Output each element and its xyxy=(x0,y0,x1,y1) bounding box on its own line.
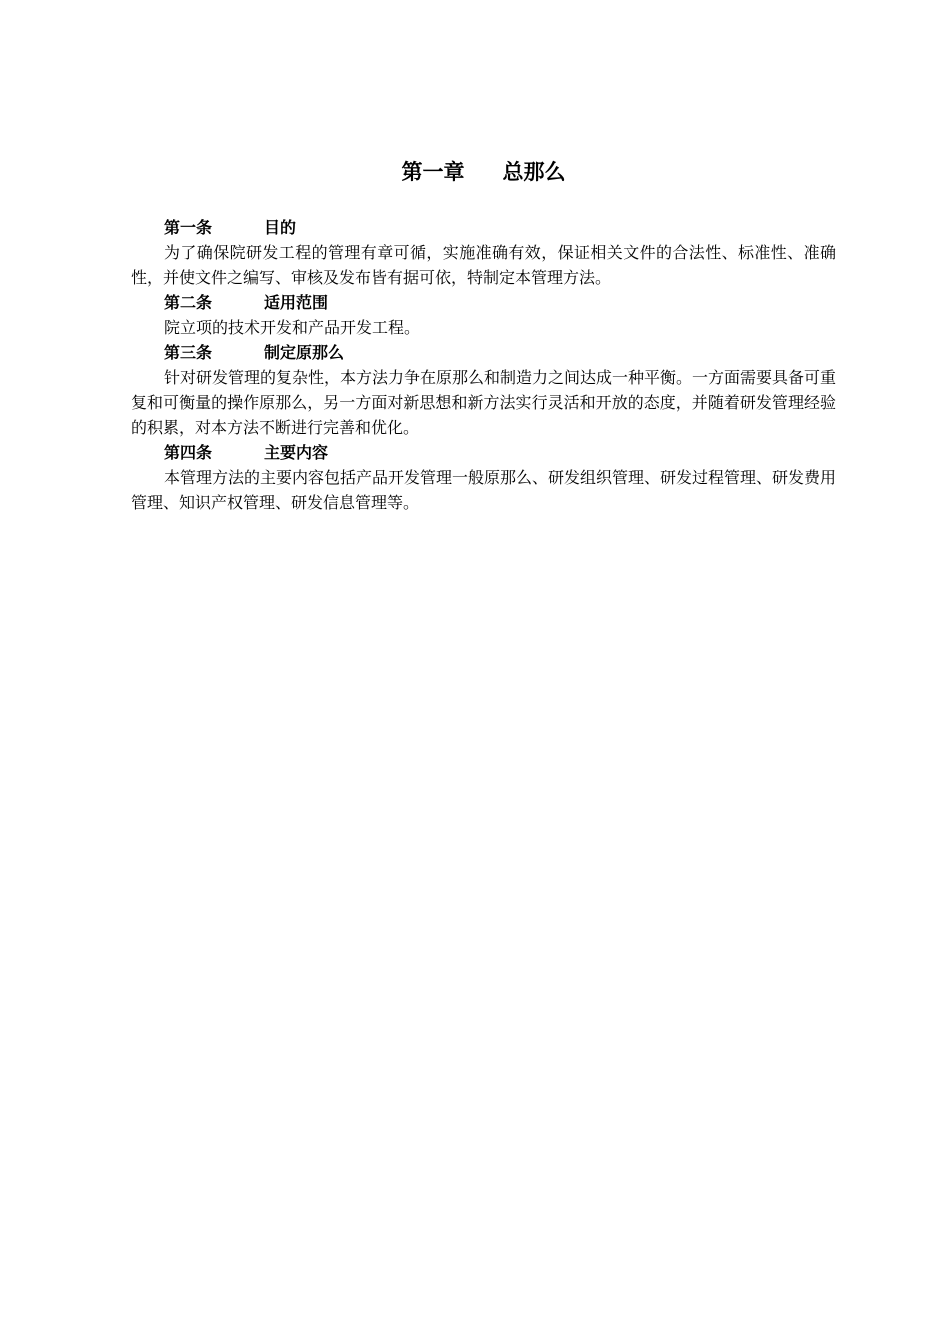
article-heading xyxy=(131,290,836,315)
article-number: 第一条 xyxy=(164,218,213,237)
article-3 xyxy=(131,340,836,440)
article-heading xyxy=(131,340,836,365)
article-body: 本管理方法的主要内容包括产品开发管理一般原那么、研发组织管理、研发过程管理、研发费用管理、知识产权管理、研发信息管理等。 xyxy=(131,468,837,512)
chapter-title xyxy=(131,157,836,187)
document-content xyxy=(131,157,836,515)
article-title: 主要内容 xyxy=(264,443,329,462)
article-number: 第四条 xyxy=(164,443,213,462)
article-number: 第二条 xyxy=(164,293,213,312)
article-heading xyxy=(131,440,836,465)
chapter-name: 总那么 xyxy=(502,160,566,184)
article-body: 针对研发管理的复杂性，本方法力争在原那么和制造力之间达成一种平衡。一方面需要具备可重复和可衡量的操作原那么，另一方面对新思想和新方法实行灵活和开放的态度，并随着研发管理经验的积累，对本方法不断进行完善和优化。 xyxy=(131,368,837,437)
article-body: 院立项的技术开发和产品开发工程。 xyxy=(164,318,421,337)
article-number: 第三条 xyxy=(164,343,213,362)
article-title: 目的 xyxy=(264,218,297,237)
article-1 xyxy=(131,215,836,290)
article-title: 适用范围 xyxy=(264,293,329,312)
article-4 xyxy=(131,440,836,515)
article-body: 为了确保院研发工程的管理有章可循，实施准确有效，保证相关文件的合法性、标准性、准确性，并使文件之编写、审核及发布皆有据可依，特制定本管理方法。 xyxy=(131,243,836,287)
article-heading xyxy=(131,215,836,240)
chapter-number: 第一章 xyxy=(401,160,465,184)
article-title: 制定原那么 xyxy=(264,343,345,362)
article-2 xyxy=(131,290,836,340)
